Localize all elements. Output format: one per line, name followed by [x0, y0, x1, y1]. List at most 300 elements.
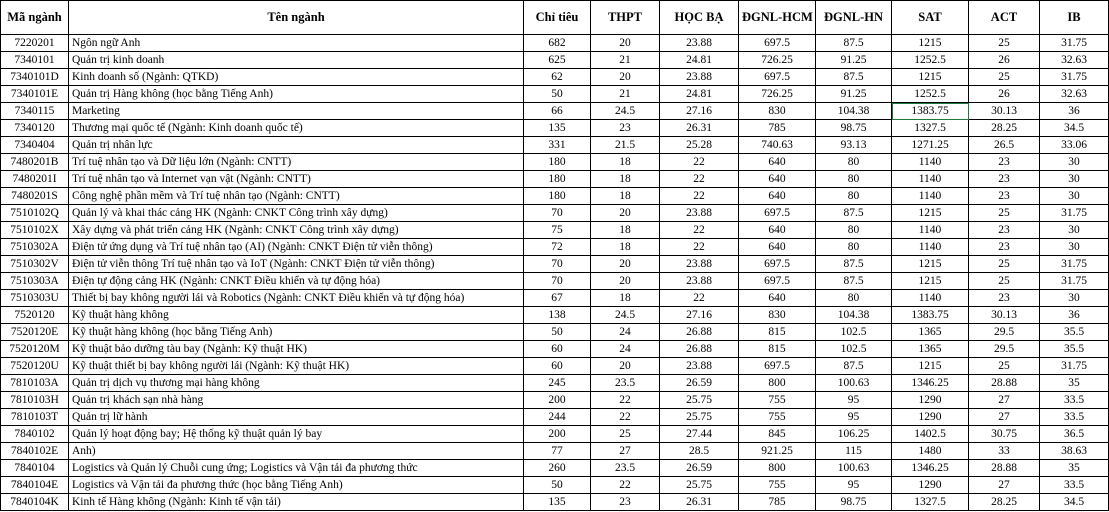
cell-ma-nganh[interactable]: 7340101D — [1, 69, 69, 86]
cell-ib[interactable]: 36 — [1040, 103, 1109, 120]
header-dgnl-hcm[interactable]: ĐGNL-HCM — [739, 1, 816, 35]
cell-hoc-ba[interactable]: 22 — [660, 290, 739, 307]
cell-hoc-ba[interactable]: 24.81 — [660, 86, 739, 103]
cell-ib[interactable]: 33.5 — [1040, 409, 1109, 426]
cell-dgnl-hn[interactable]: 80 — [816, 239, 892, 256]
table-row — [1, 222, 1109, 239]
cell-act[interactable]: 27 — [969, 477, 1040, 494]
cell-act[interactable]: 26 — [969, 86, 1040, 103]
cell-chi-tieu[interactable]: 75 — [524, 222, 591, 239]
cell-act[interactable]: 30.13 — [969, 103, 1040, 120]
cell-ib[interactable]: 30 — [1040, 154, 1109, 171]
cell-ib[interactable]: 30 — [1040, 290, 1109, 307]
cell-ten-nganh[interactable]: Ngôn ngữ Anh — [69, 35, 524, 52]
cell-ten-nganh[interactable]: Công nghệ phần mềm và Trí tuệ nhân tạo (Ngành: CNTT) — [69, 188, 524, 205]
cell-thpt[interactable]: 21 — [591, 52, 660, 69]
table-row — [1, 494, 1109, 511]
cell-chi-tieu[interactable]: 67 — [524, 290, 591, 307]
cell-dgnl-hn[interactable]: 102.5 — [816, 341, 892, 358]
cell-ten-nganh[interactable]: Quản trị nhân lực — [69, 137, 524, 154]
cell-ib[interactable]: 33.06 — [1040, 137, 1109, 154]
cell-ten-nganh[interactable]: Logistics và Vận tải đa phương thức (học bằng Tiếng Anh) — [69, 477, 524, 494]
cell-ib[interactable]: 30 — [1040, 222, 1109, 239]
cell-chi-tieu[interactable]: 135 — [524, 120, 591, 137]
cell-sat[interactable]: 1140 — [892, 290, 969, 307]
cell-chi-tieu[interactable]: 331 — [524, 137, 591, 154]
cell-sat[interactable]: 1140 — [892, 154, 969, 171]
cell-ma-nganh[interactable]: 7840104 — [1, 460, 69, 477]
cell-dgnl-hn[interactable]: 80 — [816, 154, 892, 171]
header-thpt[interactable]: THPT — [591, 1, 660, 35]
cell-chi-tieu[interactable]: 50 — [524, 86, 591, 103]
cell-ten-nganh[interactable]: Quản trị dịch vụ thương mại hàng không — [69, 375, 524, 392]
table-row — [1, 409, 1109, 426]
cell-act[interactable]: 27 — [969, 392, 1040, 409]
cell-act[interactable]: 23 — [969, 188, 1040, 205]
cell-sat[interactable]: 1140 — [892, 171, 969, 188]
cell-ten-nganh[interactable]: Kỹ thuật hàng không (học bằng Tiếng Anh) — [69, 324, 524, 341]
cell-act[interactable]: 30.13 — [969, 307, 1040, 324]
cell-dgnl-hcm[interactable]: 697.5 — [739, 358, 816, 375]
cell-sat[interactable]: 1215 — [892, 273, 969, 290]
cell-ib[interactable]: 32.63 — [1040, 52, 1109, 69]
cell-ten-nganh[interactable]: Kỹ thuật bảo dưỡng tàu bay (Ngành: Kỹ thuật HK) — [69, 341, 524, 358]
cell-ten-nganh[interactable]: Kỹ thuật thiết bị bay không người lái (Ngành: Kỹ thuật HK) — [69, 358, 524, 375]
cell-ib[interactable]: 30 — [1040, 239, 1109, 256]
cell-chi-tieu[interactable]: 50 — [524, 324, 591, 341]
cell-hoc-ba[interactable]: 22 — [660, 239, 739, 256]
cell-dgnl-hcm[interactable]: 830 — [739, 103, 816, 120]
cell-act[interactable]: 28.88 — [969, 460, 1040, 477]
cell-dgnl-hn[interactable]: 87.5 — [816, 205, 892, 222]
cell-ib[interactable]: 38.63 — [1040, 443, 1109, 460]
cell-thpt[interactable]: 24.5 — [591, 307, 660, 324]
cell-ib[interactable]: 34.5 — [1040, 120, 1109, 137]
cell-ten-nganh[interactable]: Xây dựng và phát triển cảng HK (Ngành: CNKT Công trình xây dựng) — [69, 222, 524, 239]
cell-hoc-ba[interactable]: 26.88 — [660, 341, 739, 358]
cell-act[interactable]: 28.25 — [969, 120, 1040, 137]
cell-ten-nganh[interactable]: Điện tự động cảng HK (Ngành: CNKT Điều khiển và tự động hóa) — [69, 273, 524, 290]
cell-dgnl-hcm[interactable]: 800 — [739, 375, 816, 392]
cell-ib[interactable]: 31.75 — [1040, 256, 1109, 273]
cell-thpt[interactable]: 18 — [591, 222, 660, 239]
cell-hoc-ba[interactable]: 26.31 — [660, 120, 739, 137]
header-chi-tieu[interactable]: Chỉ tiêu — [524, 1, 591, 35]
cell-hoc-ba[interactable]: 26.88 — [660, 324, 739, 341]
cell-ib[interactable]: 31.75 — [1040, 273, 1109, 290]
cell-thpt[interactable]: 23 — [591, 120, 660, 137]
cell-dgnl-hn[interactable]: 87.5 — [816, 35, 892, 52]
cell-ib[interactable]: 36 — [1040, 307, 1109, 324]
cell-ma-nganh[interactable]: 7520120U — [1, 358, 69, 375]
cell-act[interactable]: 27 — [969, 409, 1040, 426]
cell-hoc-ba[interactable]: 23.88 — [660, 256, 739, 273]
cell-ten-nganh[interactable]: Kinh tế Hàng không (Ngành: Kinh tế vận tải) — [69, 494, 524, 511]
cell-ma-nganh[interactable]: 7520120M — [1, 341, 69, 358]
cell-ib[interactable]: 31.75 — [1040, 35, 1109, 52]
cell-ma-nganh[interactable]: 7480201I — [1, 171, 69, 188]
cell-ma-nganh[interactable]: 7220201 — [1, 35, 69, 52]
cell-chi-tieu[interactable]: 260 — [524, 460, 591, 477]
cell-thpt[interactable]: 27 — [591, 443, 660, 460]
table-row — [1, 154, 1109, 171]
cell-dgnl-hcm[interactable]: 726.25 — [739, 52, 816, 69]
cell-ten-nganh[interactable]: Marketing — [69, 103, 524, 120]
cell-chi-tieu[interactable]: 180 — [524, 171, 591, 188]
cell-hoc-ba[interactable]: 22 — [660, 171, 739, 188]
cell-ma-nganh[interactable]: 7480201B — [1, 154, 69, 171]
cell-thpt[interactable]: 20 — [591, 69, 660, 86]
cell-thpt[interactable]: 20 — [591, 256, 660, 273]
cell-dgnl-hcm[interactable]: 640 — [739, 290, 816, 307]
cell-ten-nganh[interactable]: Kinh doanh số (Ngành: QTKD) — [69, 69, 524, 86]
cell-ma-nganh[interactable]: 7340120 — [1, 120, 69, 137]
cell-ib[interactable]: 30 — [1040, 171, 1109, 188]
cell-ma-nganh[interactable]: 7510102X — [1, 222, 69, 239]
cell-dgnl-hcm[interactable]: 755 — [739, 392, 816, 409]
cell-dgnl-hn[interactable]: 95 — [816, 392, 892, 409]
cell-dgnl-hn[interactable]: 115 — [816, 443, 892, 460]
cell-act[interactable]: 25 — [969, 358, 1040, 375]
cell-chi-tieu[interactable]: 70 — [524, 205, 591, 222]
cell-ib[interactable]: 35.5 — [1040, 341, 1109, 358]
cell-dgnl-hcm[interactable]: 697.5 — [739, 273, 816, 290]
cell-thpt[interactable]: 20 — [591, 273, 660, 290]
cell-hoc-ba[interactable]: 24.81 — [660, 52, 739, 69]
cell-sat[interactable]: 1402.5 — [892, 426, 969, 443]
cell-chi-tieu[interactable]: 66 — [524, 103, 591, 120]
cell-act[interactable]: 29.5 — [969, 341, 1040, 358]
cell-thpt[interactable]: 24 — [591, 341, 660, 358]
table-row — [1, 341, 1109, 358]
cell-ma-nganh[interactable]: 7520120 — [1, 307, 69, 324]
cell-ib[interactable]: 31.75 — [1040, 205, 1109, 222]
cell-dgnl-hn[interactable]: 100.63 — [816, 375, 892, 392]
cell-dgnl-hcm[interactable]: 815 — [739, 341, 816, 358]
cell-ten-nganh[interactable]: Trí tuệ nhân tạo và Internet vạn vật (Ngành: CNTT) — [69, 171, 524, 188]
cell-ma-nganh[interactable]: 7340404 — [1, 137, 69, 154]
cell-dgnl-hcm[interactable]: 726.25 — [739, 86, 816, 103]
header-ib[interactable]: IB — [1040, 1, 1109, 35]
cell-ib[interactable]: 30 — [1040, 188, 1109, 205]
header-dgnl-hn[interactable]: ĐGNL-HN — [816, 1, 892, 35]
cell-chi-tieu[interactable]: 70 — [524, 273, 591, 290]
cell-dgnl-hn[interactable]: 102.5 — [816, 324, 892, 341]
cell-ib[interactable]: 35 — [1040, 375, 1109, 392]
cell-thpt[interactable]: 18 — [591, 290, 660, 307]
cell-ib[interactable]: 35.5 — [1040, 324, 1109, 341]
cell-dgnl-hcm[interactable]: 697.5 — [739, 69, 816, 86]
cell-ten-nganh[interactable]: Logistics và Quản lý Chuỗi cung ứng; Logistics và Vận tải đa phương thức — [69, 460, 524, 477]
cell-dgnl-hn[interactable]: 100.63 — [816, 460, 892, 477]
cell-chi-tieu[interactable]: 77 — [524, 443, 591, 460]
cell-sat[interactable]: 1215 — [892, 205, 969, 222]
cell-sat[interactable]: 1215 — [892, 35, 969, 52]
cell-act[interactable]: 25 — [969, 205, 1040, 222]
cell-ten-nganh[interactable]: Điện tử ứng dụng và Trí tuệ nhân tạo (AI) (Ngành: CNKT Điện tử viễn thông) — [69, 239, 524, 256]
cell-hoc-ba[interactable]: 25.75 — [660, 409, 739, 426]
cell-hoc-ba[interactable]: 25.75 — [660, 477, 739, 494]
cell-ten-nganh[interactable]: Quản trị lữ hành — [69, 409, 524, 426]
cell-act[interactable]: 25 — [969, 35, 1040, 52]
cell-sat[interactable]: 1140 — [892, 239, 969, 256]
table-row — [1, 52, 1109, 69]
cell-ma-nganh[interactable]: 7480201S — [1, 188, 69, 205]
cell-act[interactable]: 25 — [969, 69, 1040, 86]
cell-ib[interactable]: 32.63 — [1040, 86, 1109, 103]
cell-sat[interactable]: 1215 — [892, 358, 969, 375]
cell-dgnl-hcm[interactable]: 815 — [739, 324, 816, 341]
cell-act[interactable]: 28.25 — [969, 494, 1040, 511]
cell-thpt[interactable]: 18 — [591, 154, 660, 171]
cell-act[interactable]: 23 — [969, 239, 1040, 256]
table-row — [1, 137, 1109, 154]
cell-ten-nganh[interactable]: Trí tuệ nhân tạo và Dữ liệu lớn (Ngành: CNTT) — [69, 154, 524, 171]
cell-ib[interactable]: 33.5 — [1040, 477, 1109, 494]
cell-ma-nganh[interactable]: 7340101 — [1, 52, 69, 69]
cell-sat[interactable]: 1252.5 — [892, 52, 969, 69]
cell-ma-nganh[interactable]: 7810103A — [1, 375, 69, 392]
cell-dgnl-hcm[interactable]: 800 — [739, 460, 816, 477]
cell-thpt[interactable]: 18 — [591, 188, 660, 205]
cell-act[interactable]: 30.75 — [969, 426, 1040, 443]
cell-sat[interactable]: 1480 — [892, 443, 969, 460]
cell-sat[interactable]: 1327.5 — [892, 494, 969, 511]
cell-hoc-ba[interactable]: 25.28 — [660, 137, 739, 154]
cell-ma-nganh[interactable]: 7510302V — [1, 256, 69, 273]
cell-sat[interactable]: 1383.75 — [892, 307, 969, 324]
header-hoc-ba[interactable]: HỌC BẠ — [660, 1, 739, 35]
cell-dgnl-hcm[interactable]: 640 — [739, 222, 816, 239]
cell-hoc-ba[interactable]: 26.59 — [660, 375, 739, 392]
cell-act[interactable]: 23 — [969, 154, 1040, 171]
cell-sat[interactable]: 1140 — [892, 188, 969, 205]
cell-chi-tieu[interactable]: 138 — [524, 307, 591, 324]
cell-ma-nganh[interactable]: 7340115 — [1, 103, 69, 120]
cell-dgnl-hn[interactable]: 87.5 — [816, 358, 892, 375]
cell-chi-tieu[interactable]: 245 — [524, 375, 591, 392]
cell-hoc-ba[interactable]: 25.75 — [660, 392, 739, 409]
cell-ten-nganh[interactable]: Thiết bị bay không người lái và Robotics (Ngành: CNKT Điều khiển và tự động hóa) — [69, 290, 524, 307]
cell-ib[interactable]: 33.5 — [1040, 392, 1109, 409]
cell-hoc-ba[interactable]: 22 — [660, 154, 739, 171]
cell-ib[interactable]: 31.75 — [1040, 69, 1109, 86]
cell-chi-tieu[interactable]: 244 — [524, 409, 591, 426]
table-row — [1, 205, 1109, 222]
cell-thpt[interactable]: 24 — [591, 324, 660, 341]
cell-dgnl-hcm[interactable]: 830 — [739, 307, 816, 324]
cell-ma-nganh[interactable]: 7510303U — [1, 290, 69, 307]
cell-ma-nganh[interactable]: 7510102Q — [1, 205, 69, 222]
cell-dgnl-hcm[interactable]: 755 — [739, 477, 816, 494]
cell-dgnl-hn[interactable]: 98.75 — [816, 494, 892, 511]
table-row — [1, 256, 1109, 273]
cell-dgnl-hn[interactable]: 93.13 — [816, 137, 892, 154]
cell-dgnl-hn[interactable]: 98.75 — [816, 120, 892, 137]
cell-act[interactable]: 23 — [969, 171, 1040, 188]
cell-chi-tieu[interactable]: 625 — [524, 52, 591, 69]
cell-dgnl-hcm[interactable]: 740.63 — [739, 137, 816, 154]
cell-chi-tieu[interactable]: 72 — [524, 239, 591, 256]
cell-dgnl-hcm[interactable]: 845 — [739, 426, 816, 443]
cell-dgnl-hcm[interactable]: 697.5 — [739, 256, 816, 273]
cell-ten-nganh[interactable]: Quản trị kinh doanh — [69, 52, 524, 69]
cell-ib[interactable]: 34.5 — [1040, 494, 1109, 511]
cell-ib[interactable]: 35 — [1040, 460, 1109, 477]
cell-thpt[interactable]: 20 — [591, 205, 660, 222]
cell-act[interactable]: 29.5 — [969, 324, 1040, 341]
cell-thpt[interactable]: 25 — [591, 426, 660, 443]
cell-dgnl-hcm[interactable]: 640 — [739, 239, 816, 256]
cell-act[interactable]: 25 — [969, 273, 1040, 290]
cell-dgnl-hn[interactable]: 87.5 — [816, 69, 892, 86]
cell-chi-tieu[interactable]: 180 — [524, 154, 591, 171]
cell-dgnl-hn[interactable]: 91.25 — [816, 52, 892, 69]
cell-thpt[interactable]: 22 — [591, 409, 660, 426]
cell-thpt[interactable]: 23 — [591, 494, 660, 511]
cell-dgnl-hn[interactable]: 91.25 — [816, 86, 892, 103]
cell-sat[interactable]: 1346.25 — [892, 375, 969, 392]
cell-act[interactable]: 26 — [969, 52, 1040, 69]
cell-sat[interactable]: 1365 — [892, 341, 969, 358]
cell-chi-tieu[interactable]: 200 — [524, 392, 591, 409]
cell-hoc-ba[interactable]: 23.88 — [660, 358, 739, 375]
cell-thpt[interactable]: 23.5 — [591, 375, 660, 392]
cell-ma-nganh[interactable]: 7340101E — [1, 86, 69, 103]
cell-dgnl-hcm[interactable]: 640 — [739, 154, 816, 171]
header-ten-nganh[interactable]: Tên ngành — [69, 1, 524, 35]
cell-hoc-ba[interactable]: 23.88 — [660, 273, 739, 290]
cell-hoc-ba[interactable]: 22 — [660, 188, 739, 205]
cell-thpt[interactable]: 21 — [591, 86, 660, 103]
cell-ten-nganh[interactable]: Quản trị Hàng không (học bằng Tiếng Anh) — [69, 86, 524, 103]
cell-sat[interactable]: 1290 — [892, 392, 969, 409]
cell-ma-nganh[interactable]: 7840104E — [1, 477, 69, 494]
cell-thpt[interactable]: 23.5 — [591, 460, 660, 477]
cell-hoc-ba[interactable]: 27.16 — [660, 103, 739, 120]
cell-chi-tieu[interactable]: 682 — [524, 35, 591, 52]
cell-thpt[interactable]: 22 — [591, 477, 660, 494]
cell-thpt[interactable]: 20 — [591, 35, 660, 52]
cell-ten-nganh[interactable]: Quản lý hoạt động bay; Hệ thống kỹ thuật quản lý bay — [69, 426, 524, 443]
cell-chi-tieu[interactable]: 200 — [524, 426, 591, 443]
cell-sat[interactable]: 1271.25 — [892, 137, 969, 154]
cell-dgnl-hn[interactable]: 80 — [816, 171, 892, 188]
cell-act[interactable]: 28.88 — [969, 375, 1040, 392]
cell-chi-tieu[interactable]: 50 — [524, 477, 591, 494]
cell-hoc-ba[interactable]: 28.5 — [660, 443, 739, 460]
cell-sat[interactable]: 1140 — [892, 222, 969, 239]
cell-sat[interactable]: 1252.5 — [892, 86, 969, 103]
cell-ma-nganh[interactable]: 7840104K — [1, 494, 69, 511]
cell-sat[interactable]: 1327.5 — [892, 120, 969, 137]
cell-thpt[interactable]: 18 — [591, 171, 660, 188]
cell-dgnl-hn[interactable]: 95 — [816, 409, 892, 426]
cell-act[interactable]: 25 — [969, 256, 1040, 273]
cell-hoc-ba[interactable]: 27.44 — [660, 426, 739, 443]
cell-ma-nganh[interactable]: 7510302A — [1, 239, 69, 256]
cell-ma-nganh[interactable]: 7510303A — [1, 273, 69, 290]
cell-sat[interactable]: 1383.75 — [892, 103, 969, 120]
cell-chi-tieu[interactable]: 180 — [524, 188, 591, 205]
cell-ma-nganh[interactable]: 7810103H — [1, 392, 69, 409]
cell-dgnl-hcm[interactable]: 921.25 — [739, 443, 816, 460]
cell-hoc-ba[interactable]: 26.31 — [660, 494, 739, 511]
cell-sat[interactable]: 1215 — [892, 69, 969, 86]
cell-hoc-ba[interactable]: 23.88 — [660, 35, 739, 52]
cell-dgnl-hn[interactable]: 87.5 — [816, 273, 892, 290]
cell-sat[interactable]: 1365 — [892, 324, 969, 341]
cell-hoc-ba[interactable]: 23.88 — [660, 205, 739, 222]
cell-dgnl-hn[interactable]: 106.25 — [816, 426, 892, 443]
cell-act[interactable]: 23 — [969, 222, 1040, 239]
cell-dgnl-hcm[interactable]: 785 — [739, 120, 816, 137]
cell-ma-nganh[interactable]: 7840102E — [1, 443, 69, 460]
cell-dgnl-hcm[interactable]: 697.5 — [739, 205, 816, 222]
cell-thpt[interactable]: 24.5 — [591, 103, 660, 120]
cell-ib[interactable]: 31.75 — [1040, 358, 1109, 375]
cell-dgnl-hcm[interactable]: 755 — [739, 409, 816, 426]
header-ma-nganh[interactable]: Mã ngành — [1, 1, 69, 35]
cell-dgnl-hn[interactable]: 80 — [816, 188, 892, 205]
cell-thpt[interactable]: 22 — [591, 392, 660, 409]
cell-chi-tieu[interactable]: 60 — [524, 341, 591, 358]
cell-sat[interactable]: 1290 — [892, 477, 969, 494]
cell-ib[interactable]: 36.5 — [1040, 426, 1109, 443]
cell-hoc-ba[interactable]: 22 — [660, 222, 739, 239]
cell-chi-tieu[interactable]: 62 — [524, 69, 591, 86]
cell-ma-nganh[interactable]: 7520120E — [1, 324, 69, 341]
cell-dgnl-hn[interactable]: 104.38 — [816, 103, 892, 120]
cell-ten-nganh[interactable]: Anh) — [69, 443, 524, 460]
cell-dgnl-hn[interactable]: 95 — [816, 477, 892, 494]
cell-ten-nganh[interactable]: Quản lý và khai thác cảng HK (Ngành: CNKT Công trình xây dựng) — [69, 205, 524, 222]
cell-dgnl-hn[interactable]: 87.5 — [816, 256, 892, 273]
cell-dgnl-hcm[interactable]: 640 — [739, 188, 816, 205]
cell-act[interactable]: 33 — [969, 443, 1040, 460]
cell-act[interactable]: 23 — [969, 290, 1040, 307]
cell-chi-tieu[interactable]: 60 — [524, 358, 591, 375]
cell-hoc-ba[interactable]: 23.88 — [660, 69, 739, 86]
cell-dgnl-hcm[interactable]: 785 — [739, 494, 816, 511]
cell-thpt[interactable]: 21.5 — [591, 137, 660, 154]
cell-dgnl-hn[interactable]: 104.38 — [816, 307, 892, 324]
cell-ma-nganh[interactable]: 7840102 — [1, 426, 69, 443]
cell-ten-nganh[interactable]: Quản trị khách sạn nhà hàng — [69, 392, 524, 409]
cell-chi-tieu[interactable]: 70 — [524, 256, 591, 273]
cell-dgnl-hn[interactable]: 80 — [816, 290, 892, 307]
cell-ten-nganh[interactable]: Kỹ thuật hàng không — [69, 307, 524, 324]
cell-chi-tieu[interactable]: 135 — [524, 494, 591, 511]
header-sat[interactable]: SAT — [892, 1, 969, 35]
header-act[interactable]: ACT — [969, 1, 1040, 35]
cell-sat[interactable]: 1215 — [892, 256, 969, 273]
cell-hoc-ba[interactable]: 27.16 — [660, 307, 739, 324]
cell-dgnl-hn[interactable]: 80 — [816, 222, 892, 239]
cell-ma-nganh[interactable]: 7810103T — [1, 409, 69, 426]
cell-sat[interactable]: 1290 — [892, 409, 969, 426]
cell-dgnl-hcm[interactable]: 697.5 — [739, 35, 816, 52]
cell-thpt[interactable]: 18 — [591, 239, 660, 256]
cell-hoc-ba[interactable]: 26.59 — [660, 460, 739, 477]
cell-sat[interactable]: 1346.25 — [892, 460, 969, 477]
cell-act[interactable]: 26.5 — [969, 137, 1040, 154]
cell-dgnl-hcm[interactable]: 640 — [739, 171, 816, 188]
cell-thpt[interactable]: 20 — [591, 358, 660, 375]
cell-ten-nganh[interactable]: Điện tử viễn thông Trí tuệ nhân tạo và IoT (Ngành: CNKT Điện tử viễn thông) — [69, 256, 524, 273]
cell-ten-nganh[interactable]: Thương mại quốc tế (Ngành: Kinh doanh quốc tế) — [69, 120, 524, 137]
header-row — [1, 1, 1109, 35]
